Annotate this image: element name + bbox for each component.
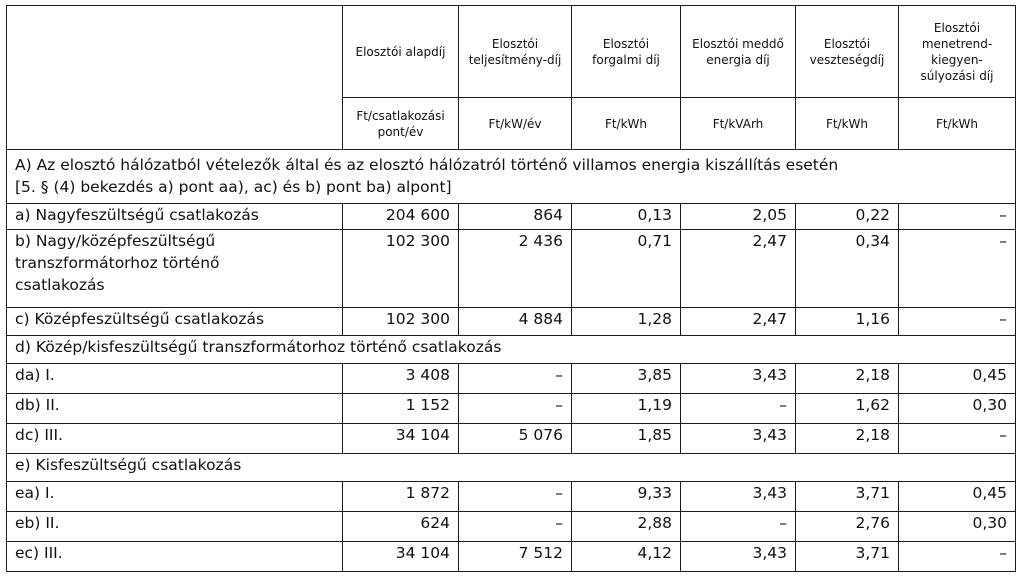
row-label: a) Nagyfeszültségű csatlakozás	[7, 204, 343, 230]
table-cell: –	[681, 394, 796, 424]
row-label: eb) II.	[7, 512, 343, 542]
table-cell: 1 152	[343, 394, 459, 424]
table-row	[7, 364, 1016, 394]
column-header: Elosztói teljesítmény-díj	[459, 6, 572, 98]
column-unit: Ft/kWh	[899, 98, 1016, 150]
table-cell: 34 104	[343, 424, 459, 454]
table-cell: 0,30	[899, 512, 1016, 542]
table-cell: 4,12	[572, 542, 681, 572]
header-row	[7, 6, 1016, 98]
table-cell: 2,47	[681, 308, 796, 336]
row-label: dc) III.	[7, 424, 343, 454]
table-row	[7, 482, 1016, 512]
section-d-cell: d) Közép/kisfeszültségű transzformátorhoz történő csatlakozás	[7, 336, 1016, 364]
table-row	[7, 542, 1016, 572]
table-cell: 204 600	[343, 204, 459, 230]
table-cell: 2,88	[572, 512, 681, 542]
column-unit: Ft/kWh	[572, 98, 681, 150]
table-cell: 0,30	[899, 394, 1016, 424]
table-cell: 102 300	[343, 308, 459, 336]
table-cell: 4 884	[459, 308, 572, 336]
table-cell: 624	[343, 512, 459, 542]
column-header: Elosztói forgalmi díj	[572, 6, 681, 98]
table-row	[7, 394, 1016, 424]
table-cell: 7 512	[459, 542, 572, 572]
table-cell: 2,47	[681, 230, 796, 308]
table-cell: 2,05	[681, 204, 796, 230]
table-row	[7, 204, 1016, 230]
table-cell: –	[899, 424, 1016, 454]
row-label: c) Középfeszültségű csatlakozás	[7, 308, 343, 336]
table-cell: 0,45	[899, 482, 1016, 512]
table-cell: 2 436	[459, 230, 572, 308]
section-row-a	[7, 150, 1016, 204]
table-cell: 1,28	[572, 308, 681, 336]
table-cell: –	[899, 204, 1016, 230]
table-cell: –	[459, 482, 572, 512]
section-row-d	[7, 336, 1016, 364]
row-label: b) Nagy/középfeszültségű transzformátorhoz történő csatlakozás	[7, 230, 343, 308]
table-row	[7, 424, 1016, 454]
row-label: ec) III.	[7, 542, 343, 572]
table-cell: 3,43	[681, 542, 796, 572]
table-cell: 1,19	[572, 394, 681, 424]
row-label: db) II.	[7, 394, 343, 424]
table-cell: 3,85	[572, 364, 681, 394]
table-cell: 0,45	[899, 364, 1016, 394]
table-cell: 1 872	[343, 482, 459, 512]
table-cell: 1,62	[796, 394, 899, 424]
table-cell: 102 300	[343, 230, 459, 308]
table-cell: 2,18	[796, 424, 899, 454]
table-cell: –	[459, 512, 572, 542]
column-unit: Ft/kW/év	[459, 98, 572, 150]
table-row	[7, 308, 1016, 336]
column-unit: Ft/kVArh	[681, 98, 796, 150]
table-cell: 1,85	[572, 424, 681, 454]
table-cell: 0,34	[796, 230, 899, 308]
table-cell: –	[899, 542, 1016, 572]
table-cell: 5 076	[459, 424, 572, 454]
tariff-table	[6, 5, 1016, 572]
column-unit: Ft/csatlakozási pont/év	[343, 98, 459, 150]
column-unit: Ft/kWh	[796, 98, 899, 150]
table-cell: 0,13	[572, 204, 681, 230]
section-a-line1: A) Az elosztó hálózatból vételezők által és az elosztó hálózatról történő villamos energia kiszállítás esetén	[15, 156, 839, 174]
table-cell: 864	[459, 204, 572, 230]
table-row	[7, 230, 1016, 308]
table-cell: –	[681, 512, 796, 542]
table-cell: –	[459, 364, 572, 394]
table-cell: 2,18	[796, 364, 899, 394]
column-header: Elosztói meddő energia díj	[681, 6, 796, 98]
column-header: Elosztói veszteségdíj	[796, 6, 899, 98]
table-cell: –	[459, 394, 572, 424]
table-cell: 0,22	[796, 204, 899, 230]
section-a-cell	[7, 150, 1016, 204]
table-cell: 9,33	[572, 482, 681, 512]
row-label: ea) I.	[7, 482, 343, 512]
table-cell: –	[899, 230, 1016, 308]
section-a-line2: [5. § (4) bekezdés a) pont aa), ac) és b) pont ba) alpont]	[15, 178, 452, 196]
section-row-e	[7, 454, 1016, 482]
section-e-cell: e) Kisfeszültségű csatlakozás	[7, 454, 1016, 482]
table-cell: 3,43	[681, 424, 796, 454]
table-cell: 3 408	[343, 364, 459, 394]
column-header: Elosztói alapdíj	[343, 6, 459, 98]
table-cell: 3,71	[796, 542, 899, 572]
table-row	[7, 512, 1016, 542]
table-cell: –	[899, 308, 1016, 336]
header-corner-cell	[7, 6, 343, 150]
table-cell: 3,71	[796, 482, 899, 512]
row-label: da) I.	[7, 364, 343, 394]
table-cell: 34 104	[343, 542, 459, 572]
table-cell: 3,43	[681, 364, 796, 394]
column-header: Elosztói menetrend-kiegyen-súlyozási díj	[899, 6, 1016, 98]
table-cell: 3,43	[681, 482, 796, 512]
table-cell: 2,76	[796, 512, 899, 542]
table-cell: 0,71	[572, 230, 681, 308]
table-cell: 1,16	[796, 308, 899, 336]
